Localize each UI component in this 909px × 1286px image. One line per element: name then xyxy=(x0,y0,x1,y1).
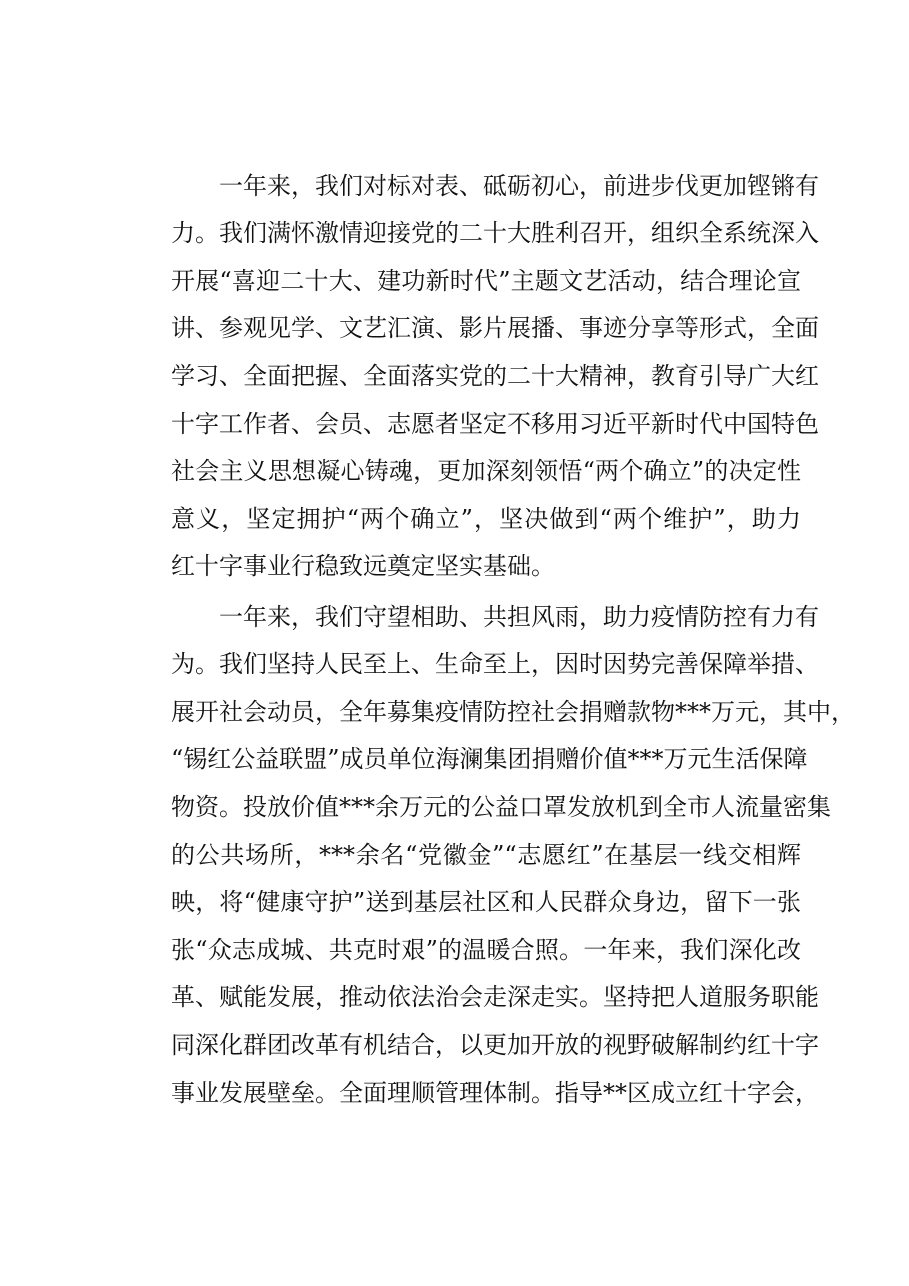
paragraph-2-line-10: 同深化群团改革有机结合，以更加开放的视野破解制约红十字 xyxy=(171,1031,819,1059)
paragraph-2-line-7: 映，将“健康守护”送到基层社区和人民群众身边，留下一张 xyxy=(171,888,801,916)
paragraph-1-line-9: 红十字事业行稳致远奠定坚实基础。 xyxy=(171,552,555,580)
paragraph-2-line-4: “锡红公益联盟”成员单位海澜集团捐赠价值***万元生活保障 xyxy=(171,745,808,773)
paragraph-1-line-6: 十字工作者、会员、志愿者坚定不移用习近平新时代中国特色 xyxy=(171,410,819,438)
paragraph-1-line-1: 一年来，我们对标对表、砥砺初心，前进步伐更加铿锵有 xyxy=(219,172,819,200)
paragraph-2-line-9: 革、赋能发展，推动依法治会走深走实。坚持把人道服务职能 xyxy=(171,983,819,1011)
paragraph-2-line-6: 的公共场所，***余名“党徽金”“志愿红”在基层一线交相辉 xyxy=(171,841,801,869)
paragraph-1-line-2: 力。我们满怀激情迎接党的二十大胜利召开，组织全系统深入 xyxy=(171,219,819,247)
paragraph-2-line-3: 展开社会动员，全年募集疫情防控社会捐赠款物***万元，其中， xyxy=(171,698,855,726)
paragraph-1-line-5: 学习、全面把握、全面落实党的二十大精神，教育引导广大红 xyxy=(171,362,819,390)
paragraph-2-line-1: 一年来，我们守望相助、共担风雨，助力疫情防控有力有 xyxy=(219,603,819,631)
paragraph-1-line-3: 开展“喜迎二十大、建功新时代”主题文艺活动，结合理论宣 xyxy=(171,267,801,295)
paragraph-2-line-11: 事业发展壁垒。全面理顺管理体制。指导**区成立红十字会， xyxy=(171,1079,819,1107)
paragraph-1-line-7: 社会主义思想凝心铸魂，更加深刻领悟“两个确立”的决定性 xyxy=(171,457,801,485)
paragraph-1-line-4: 讲、参观见学、文艺汇演、影片展播、事迹分享等形式，全面 xyxy=(171,314,819,342)
paragraph-2-line-2: 为。我们坚持人民至上、生命至上，因时因势完善保障举措、 xyxy=(171,650,819,678)
paragraph-1-line-8: 意义，坚定拥护“两个确立”，坚决做到“两个维护”，助力 xyxy=(171,505,801,533)
paragraph-2-line-5: 物资。投放价值***余万元的公益口罩发放机到全市人流量密集 xyxy=(171,793,831,821)
paragraph-2-line-8: 张“众志成城、共克时艰”的温暖合照。一年来，我们深化改 xyxy=(171,936,801,964)
